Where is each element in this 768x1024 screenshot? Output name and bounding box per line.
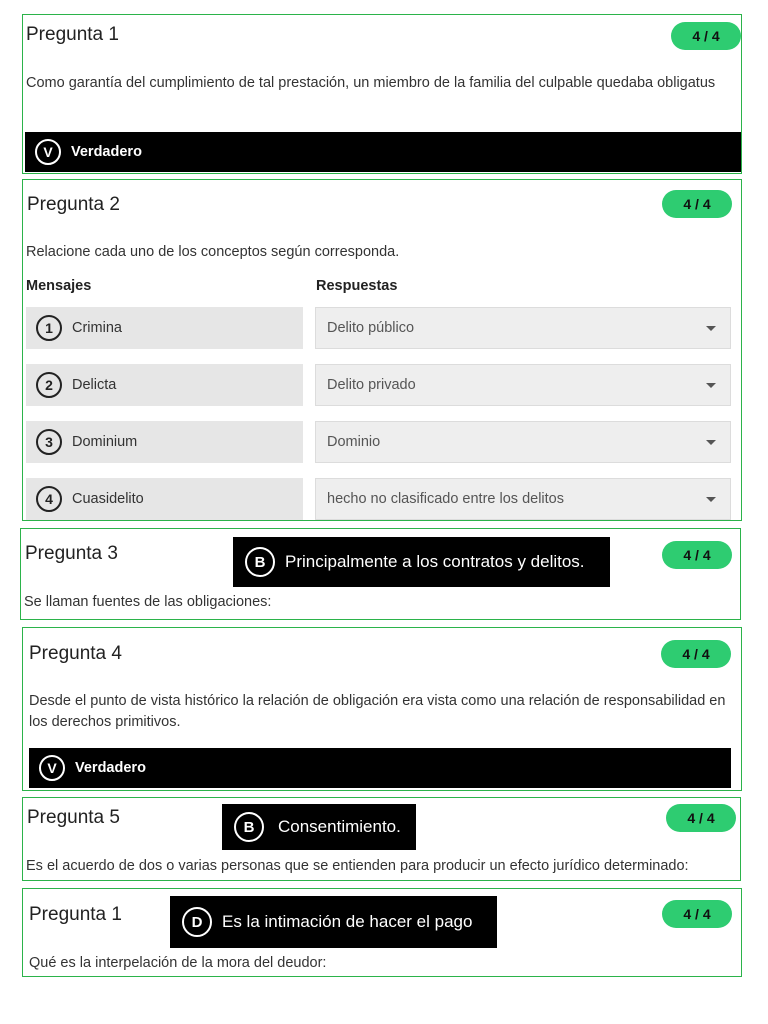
answer-label: Verdadero (75, 760, 146, 776)
answer-label: Verdadero (71, 144, 142, 160)
number-badge: 3 (36, 429, 62, 455)
answer-letter-icon: B (234, 812, 264, 842)
answer-label: Es la intimación de hacer el pago (222, 912, 473, 931)
match-message-3 (26, 421, 303, 463)
selected-answer: Delito público (327, 320, 415, 336)
message-text: Cuasidelito (72, 491, 144, 507)
question-card-4 (22, 627, 742, 791)
question-card-1 (22, 14, 742, 174)
message-text: Crimina (72, 320, 122, 336)
match-message-1 (26, 307, 303, 349)
answer-overlay (170, 896, 497, 948)
selected-answer: Dominio (327, 434, 381, 450)
score-badge: 4 / 4 (662, 541, 732, 569)
answer-select-4[interactable] (315, 478, 731, 520)
score-badge: 4 / 4 (666, 804, 736, 832)
score-badge: 4 / 4 (662, 190, 732, 218)
answer-select-2[interactable] (315, 364, 731, 406)
chevron-down-icon (706, 497, 716, 502)
message-text: Dominium (72, 434, 138, 450)
question-card-2 (22, 179, 742, 521)
answer-bar (25, 132, 741, 172)
question-text: Como garantía del cumplimiento de tal prestación, un miembro de la familia del culpable quedaba obligatus (26, 75, 716, 91)
score-badge: 4 / 4 (662, 900, 732, 928)
answer-select-1[interactable] (315, 307, 731, 349)
answer-letter-icon: V (35, 139, 61, 165)
answer-bar (29, 748, 731, 788)
match-message-4 (26, 478, 303, 520)
question-title: Pregunta 1 (29, 904, 122, 925)
selected-answer: hecho no clasificado entre los delitos (327, 491, 564, 507)
question-text: Se llaman fuentes de las obligaciones: (24, 594, 272, 610)
column-header-messages: Mensajes (26, 278, 92, 294)
question-title: Pregunta 2 (27, 194, 120, 215)
question-text: Desde el punto de vista histórico la relación de obligación era vista como una relación de responsabilidad en los derechos primitivos. (29, 693, 726, 730)
answer-overlay (222, 804, 416, 850)
question-text: Es el acuerdo de dos o varias personas que se entienden para producir un efecto jurídico determinado: (26, 858, 689, 874)
match-message-2 (26, 364, 303, 406)
question-text: Qué es la interpelación de la mora del deudor: (29, 955, 327, 971)
answer-label: Principalmente a los contratos y delitos. (285, 552, 585, 571)
number-badge: 2 (36, 372, 62, 398)
column-header-answers: Respuestas (316, 278, 398, 294)
question-title: Pregunta 5 (27, 807, 120, 828)
number-badge: 4 (36, 486, 62, 512)
chevron-down-icon (706, 440, 716, 445)
question-title: Pregunta 1 (26, 24, 119, 45)
message-text: Delicta (72, 377, 117, 393)
number-badge: 1 (36, 315, 62, 341)
answer-label: Consentimiento. (278, 817, 401, 836)
answer-letter-icon: V (39, 755, 65, 781)
chevron-down-icon (706, 326, 716, 331)
answer-letter-icon: D (182, 907, 212, 937)
question-title: Pregunta 3 (25, 543, 118, 564)
score-badge: 4 / 4 (661, 640, 731, 668)
selected-answer: Delito privado (327, 377, 416, 393)
question-title: Pregunta 4 (29, 643, 122, 664)
question-text: Relacione cada uno de los conceptos según corresponda. (26, 244, 400, 260)
score-badge: 4 / 4 (671, 22, 741, 50)
chevron-down-icon (706, 383, 716, 388)
answer-overlay (233, 537, 610, 587)
answer-letter-icon: B (245, 547, 275, 577)
answer-select-3[interactable] (315, 421, 731, 463)
